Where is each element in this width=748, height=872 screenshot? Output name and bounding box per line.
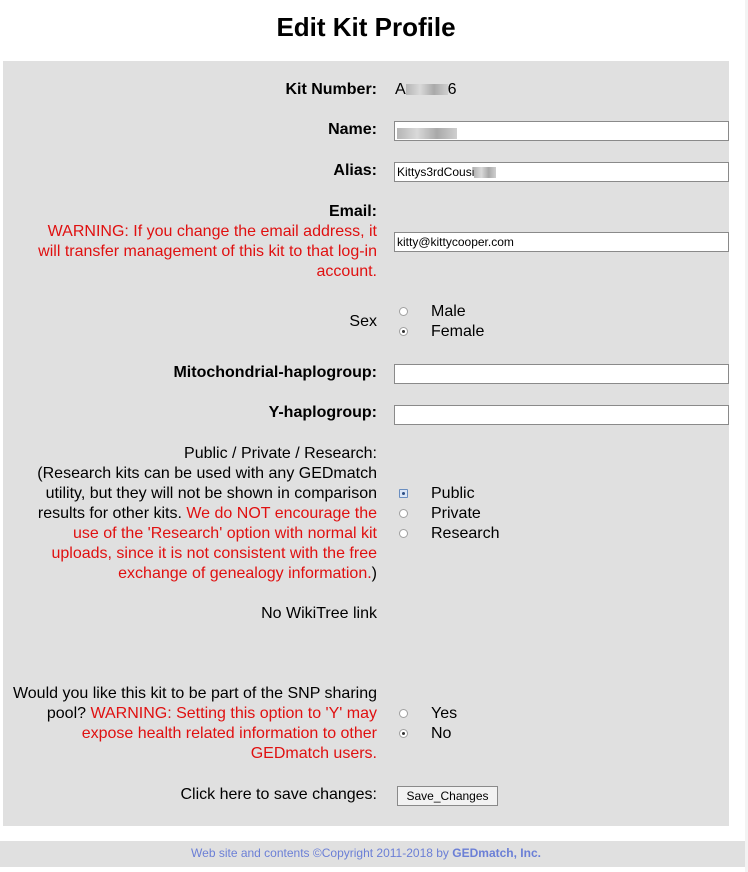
privacy-warning: We do NOT encourage the use of the 'Research' option with normal kit uploads, since it is not consistent with the free exchange of genealogy information. bbox=[51, 505, 377, 582]
footer bbox=[0, 841, 748, 867]
company-link[interactable]: GEDmatch, Inc. bbox=[452, 846, 541, 860]
snp-question: Would you like this kit to be part of the SNP sharing pool? bbox=[12, 685, 377, 722]
radio-private[interactable] bbox=[399, 509, 408, 518]
radio-yes[interactable] bbox=[399, 709, 408, 718]
name-input[interactable] bbox=[394, 121, 729, 141]
save-changes-button[interactable]: Save_Changes bbox=[397, 786, 498, 806]
yhap-label: Y-haplogroup: bbox=[268, 404, 377, 421]
save-label: Click here to save changes: bbox=[180, 786, 377, 803]
kit-number-value: A 6 bbox=[395, 81, 457, 98]
privacy-label-block bbox=[12, 444, 377, 584]
email-warning: WARNING: If you change the email address, it will transfer management of this kit to that log-in account. bbox=[38, 223, 377, 280]
kit-number-label: Kit Number: bbox=[285, 81, 377, 98]
radio-male[interactable] bbox=[399, 307, 408, 316]
snp-warning: WARNING: Setting this option to 'Y' may expose health related information to other GEDmatch users. bbox=[81, 705, 377, 762]
radio-no[interactable] bbox=[399, 729, 408, 738]
privacy-note-block: (Research kits can be used with any GEDmatch utility, but they will not be shown in comparison results for other kits. We do NOT encourage the use of the 'Research' option with normal kit uploads, since it is not consistent with the free exchange of genealogy information.) bbox=[37, 465, 377, 582]
email-input[interactable]: kitty@kittycooper.com bbox=[394, 232, 729, 252]
copyright-text: Web site and contents ©Copyright 2011-2018 by GEDmatch, Inc. bbox=[191, 846, 541, 860]
radio-female[interactable] bbox=[399, 327, 408, 336]
redacted-alias bbox=[474, 167, 496, 178]
name-label: Name: bbox=[328, 121, 377, 138]
mito-label: Mitochondrial-haplogroup: bbox=[173, 364, 377, 381]
redacted-kit-id bbox=[406, 84, 448, 95]
sex-label: Sex bbox=[349, 313, 377, 330]
wikitree-status: No WikiTree link bbox=[261, 605, 377, 622]
alias-label: Alias: bbox=[333, 162, 377, 179]
yhap-input[interactable] bbox=[394, 405, 729, 425]
kit-profile-form: Kit Number: A 6 Name: Alias: Kittys3rdCousi Email: WARNING: If you change the email address, it will transfer management of this kit to that log-in account. kitty@kittycooper.com Sex Male Female Mitochondrial-haplogroup: Y-haplogroup: Public / Private / Research: (Research kits can be used with any GEDmatch utility, but they will not be shown in comparison results for other kits. We do NOT encourage the use of the 'Research' option with normal kit uploads, since it is not consistent with the free exchange of genealogy information.) Public Private Research No WikiTree link Would you like this kit to be part of the SNP sharing pool? WARNING: Setting this option to 'Y' may expose health related information to other GEDmatch users. Yes No Click here to save changes: Save_Changes bbox=[3, 61, 729, 826]
privacy-note: (Research kits can be used with any GEDmatch utility, but they will not be shown in comparison results for other kits. bbox=[37, 465, 377, 522]
radio-public[interactable] bbox=[399, 489, 408, 498]
redacted-name bbox=[397, 128, 457, 139]
snp-label-block bbox=[2, 684, 377, 764]
privacy-label: Public / Private / Research: bbox=[184, 445, 377, 462]
page-title: Edit Kit Profile bbox=[276, 12, 456, 42]
alias-input[interactable]: Kittys3rdCousi bbox=[394, 162, 729, 182]
mito-input[interactable] bbox=[394, 364, 729, 384]
email-label-block bbox=[27, 202, 377, 282]
email-label: Email: bbox=[328, 203, 377, 220]
radio-research[interactable] bbox=[399, 529, 408, 538]
